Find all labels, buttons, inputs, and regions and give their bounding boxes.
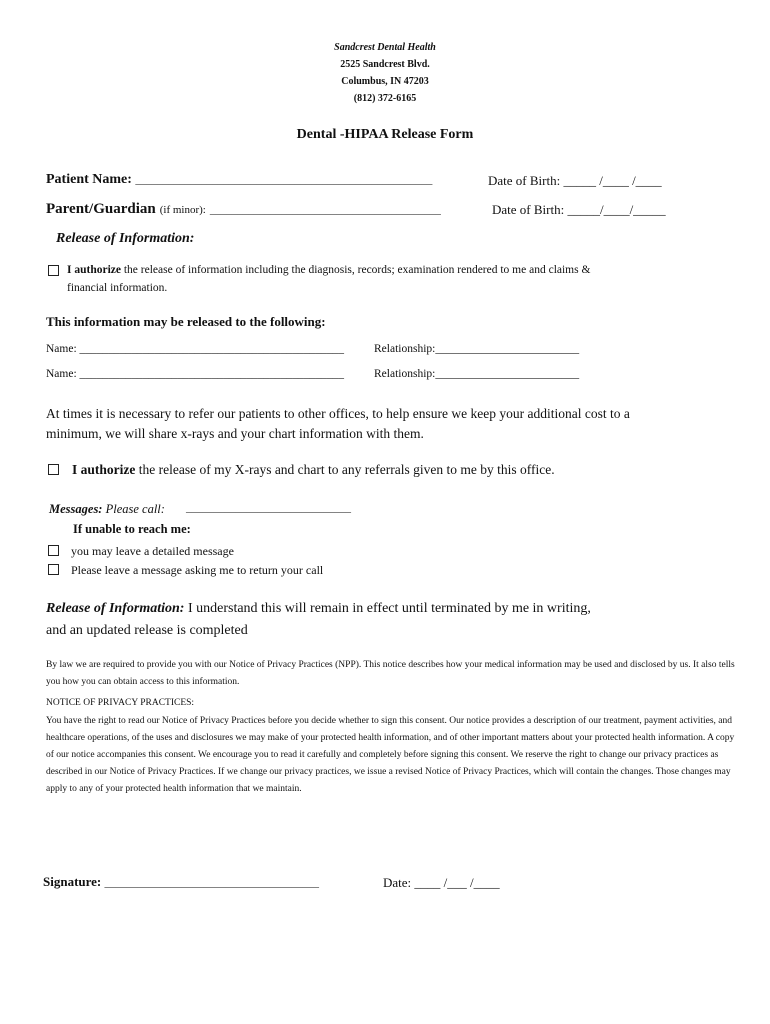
- authorize-xrays-bold: I authorize: [72, 462, 136, 477]
- form-title: Dental -HIPAA Release Form: [296, 127, 474, 142]
- detailed-message-label: you may leave a detailed message: [71, 544, 234, 558]
- messages-label: Messages:: [49, 502, 103, 516]
- authorize-xrays-body: the release of my X-rays and chart to any referrals given to me by this office.: [135, 462, 555, 477]
- guardian-dob[interactable]: Date of Birth: _____/____/_____: [492, 202, 666, 217]
- authorize-xrays-checkbox[interactable]: [48, 464, 59, 475]
- authorize-info-bold: I authorize: [67, 264, 121, 276]
- release-terms-line1: [46, 601, 591, 617]
- npp-body: You have the right to read our Notice of Privacy Practices before you decide whether to sign this consent. Our notice provides a description of our treatment, payment activities, and healthcare operations, of the uses and disclosures we may make of your protected health information, and of other important matters about your protected health information. A copy of our notice accompanies this consent. We encourage you to read it carefully and completely before signing this consent. We reserve the right to change our privacy practices as described in our Notice of Privacy Practices. If we change our privacy practices, we issue a revised Notice of Privacy Practices, which will contain the changes. Those changes may apply to any of your protected health information that we maintain.: [46, 716, 735, 794]
- return-call-checkbox[interactable]: [48, 564, 59, 575]
- released-heading: This information may be released to the following:: [46, 314, 326, 329]
- patient-name-field[interactable]: ______________________________________________________: [135, 174, 433, 186]
- npp-paragraph: By law we are required to provide you with our Notice of Privacy Practices (NPP). This notice describes how your medical information may be used and disclosed by us. It also tells you how you can obtain access to this information.: [46, 660, 735, 687]
- release-terms-line2: and an updated release is completed: [46, 623, 248, 638]
- contact-2-relationship[interactable]: Relationship:_________________________: [374, 368, 580, 380]
- referral-text-line1: At times it is necessary to refer our patients to other offices, to help ensure we keep your additional cost to a: [46, 406, 630, 421]
- guardian-row: [46, 200, 441, 218]
- please-call-label: Please call:: [102, 502, 165, 516]
- contact-1-name[interactable]: Name: ______________________________________________: [46, 343, 345, 355]
- guardian-note: (if minor):: [159, 204, 206, 216]
- patient-row: [46, 172, 432, 188]
- release-heading: Release of Information:: [56, 231, 195, 246]
- patient-name-label: Patient Name:: [46, 172, 132, 187]
- messages-row: [49, 502, 165, 517]
- detailed-message-checkbox[interactable]: [48, 545, 59, 556]
- release-terms-body: I understand this will remain in effect until terminated by me in writing,: [184, 601, 591, 616]
- patient-dob[interactable]: Date of Birth: _____ /____ /____: [488, 173, 662, 188]
- signature-label: Signature:: [43, 874, 102, 889]
- authorize-xrays-text: [72, 462, 555, 478]
- signature-date[interactable]: Date: ____ /___ /____: [383, 875, 500, 890]
- unable-reach-label: If unable to reach me:: [73, 522, 191, 536]
- practice-address-line1: 2525 Sandcrest Blvd.: [340, 59, 430, 70]
- referral-text-line2: minimum, we will share x-rays and your chart information with them.: [46, 426, 424, 441]
- return-call-label: Please leave a message asking me to return your call: [71, 563, 324, 577]
- practice-phone: (812) 372-6165: [353, 93, 417, 104]
- guardian-name-field[interactable]: __________________________________________: [209, 204, 441, 216]
- practice-name: Sandcrest Dental Health: [334, 42, 436, 53]
- messages-phone-field[interactable]: ______________________________: [186, 502, 351, 514]
- guardian-label: Parent/Guardian: [46, 201, 156, 217]
- authorize-info-text: [67, 264, 590, 276]
- release-terms-heading: Release of Information:: [46, 601, 185, 616]
- signature-row: [43, 874, 319, 890]
- contact-2-name[interactable]: Name: ______________________________________________: [46, 368, 345, 380]
- npp-heading: NOTICE OF PRIVACY PRACTICES:: [46, 698, 195, 708]
- authorize-info-body: the release of information including the diagnosis, records; examination rendered to me and claims &: [120, 264, 591, 276]
- signature-field[interactable]: _______________________________________: [104, 877, 320, 889]
- contact-1-relationship[interactable]: Relationship:_________________________: [374, 343, 580, 355]
- authorize-info-text2: financial information.: [67, 282, 168, 294]
- authorize-info-checkbox[interactable]: [48, 265, 59, 276]
- practice-address-line2: Columbus, IN 47203: [341, 76, 429, 87]
